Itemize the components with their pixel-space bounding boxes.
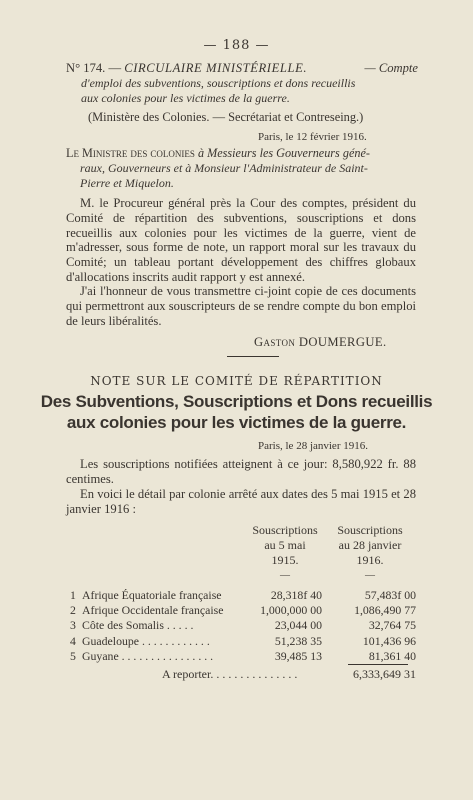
table-row: [66, 618, 418, 633]
row-number: 1: [70, 588, 76, 602]
col2-head-line2: au 28 janvier: [338, 538, 402, 552]
row-label: Afrique Équatoriale française: [82, 588, 222, 602]
total-rule: [348, 664, 408, 665]
note-paragraph-2: En voici le détail par colonie arrêté aux dates des 5 mai 1915 et 28 janvier 1916 :: [66, 487, 416, 516]
address-line2: raux, Gouverneurs et à Monsieur l'Administrateur de Saint-: [80, 161, 368, 175]
ministry-line: (Ministère des Colonies. — Secrétariat et Contreseing.): [88, 110, 364, 124]
col1-head-dash: —: [280, 570, 290, 581]
table-row: [66, 634, 418, 649]
circular-date: Paris, le 12 février 1916.: [258, 131, 367, 143]
col2-head-line1: Souscriptions: [337, 523, 403, 537]
circular-title: CIRCULAIRE MINISTÉRIELLE.: [124, 61, 308, 75]
col1-head-line1: Souscriptions: [252, 523, 318, 537]
circular-subject-line3: aux colonies pour les victimes de la guerre.: [81, 91, 290, 105]
colony-table: [66, 588, 418, 664]
note-heading: NOTE SUR LE COMITÉ DE RÉPARTITION: [90, 374, 383, 388]
row-value-1915: 51,238 35: [274, 633, 322, 648]
row-label: Côte des Somalis . . . . .: [82, 618, 194, 633]
note-paragraph-1: Les souscriptions notifiées atteignent à ce jour: 8,580,922 fr. 88 centimes.: [66, 457, 416, 486]
row-value-1916: 57,483f 00: [364, 588, 416, 602]
table-row: [66, 649, 418, 664]
row-label: Guadeloupe . . . . . . . . . . . .: [82, 633, 210, 648]
row-value-1915: 39,485 13: [274, 648, 322, 663]
note-title-line2: aux colonies pour les victimes de la guerre.: [66, 413, 407, 432]
circular-paragraph-1: M. le Procureur général près la Cour des comptes, président du Comité de répartition des subventions, souscriptions et dons recueillis aux colonies pour les victimes de la guerre, vient de m'adresser, sous forme de note, un rapport moral sur les travaux du Comité; un tableau portant développement des chiffres globaux d'allocations inscrits audit rapport y est annexé.: [66, 196, 416, 284]
table-row: [66, 603, 418, 618]
note-date: Paris, le 28 janvier 1916.: [258, 440, 368, 452]
row-value-1915: 23,044 00: [274, 618, 322, 633]
carry-forward-value: 6,333,649 31: [353, 667, 416, 681]
row-value-1915: 28,318f 40: [270, 588, 322, 602]
circular-title-line: [66, 61, 418, 76]
address-line3: Pierre et Miquelon.: [80, 176, 174, 190]
row-number: 2: [70, 603, 76, 618]
row-number: 4: [70, 633, 76, 648]
row-number: 3: [70, 618, 76, 633]
address-rest: à Messieurs les Gouverneurs géné-: [197, 146, 370, 160]
row-value-1915: 1,000,000 00: [260, 603, 322, 618]
col1-head-line2: au 5 mai: [264, 538, 306, 552]
address-head: Le Ministre des colonies: [66, 146, 195, 160]
row-value-1916: 1,086,490 77: [354, 603, 416, 618]
row-value-1916: 101,436 96: [362, 633, 416, 648]
circular-subject-line2: d'emploi des subventions, souscriptions et dons recueillis: [81, 76, 356, 90]
signature: Gaston DOUMERGUE.: [254, 335, 387, 349]
table-row: [66, 588, 418, 603]
col2-head-dash: —: [365, 570, 375, 581]
row-label: Afrique Occidentale française: [82, 603, 224, 618]
column-header-1915: [244, 523, 326, 583]
row-value-1916: 32,764 75: [368, 618, 416, 633]
circular-paragraph-2: J'ai l'honneur de vous transmettre ci-joint copie de ces documents qui permettront aux souscripteurs de se rendre compte du bon emploi de leurs libéralités.: [66, 284, 416, 328]
note-title-line1: Des Subventions, Souscriptions et Dons recueillis: [40, 392, 433, 411]
circular-title-rest: — Compte: [364, 61, 418, 75]
row-value-1916: 81,361 40: [368, 648, 416, 663]
col2-head-line3: 1916.: [356, 553, 384, 567]
row-number: 5: [70, 648, 76, 663]
page-number: — 188 —: [203, 38, 270, 53]
section-divider: [227, 356, 279, 357]
circular-number: N° 174. —: [66, 61, 122, 75]
column-header-1916: [324, 523, 416, 583]
address-line1: [66, 146, 370, 161]
col1-head-line3: 1915.: [271, 553, 299, 567]
row-label: Guyane . . . . . . . . . . . . . . . .: [82, 648, 214, 663]
carry-forward-label: A reporter. . . . . . . . . . . . . . .: [162, 667, 298, 681]
